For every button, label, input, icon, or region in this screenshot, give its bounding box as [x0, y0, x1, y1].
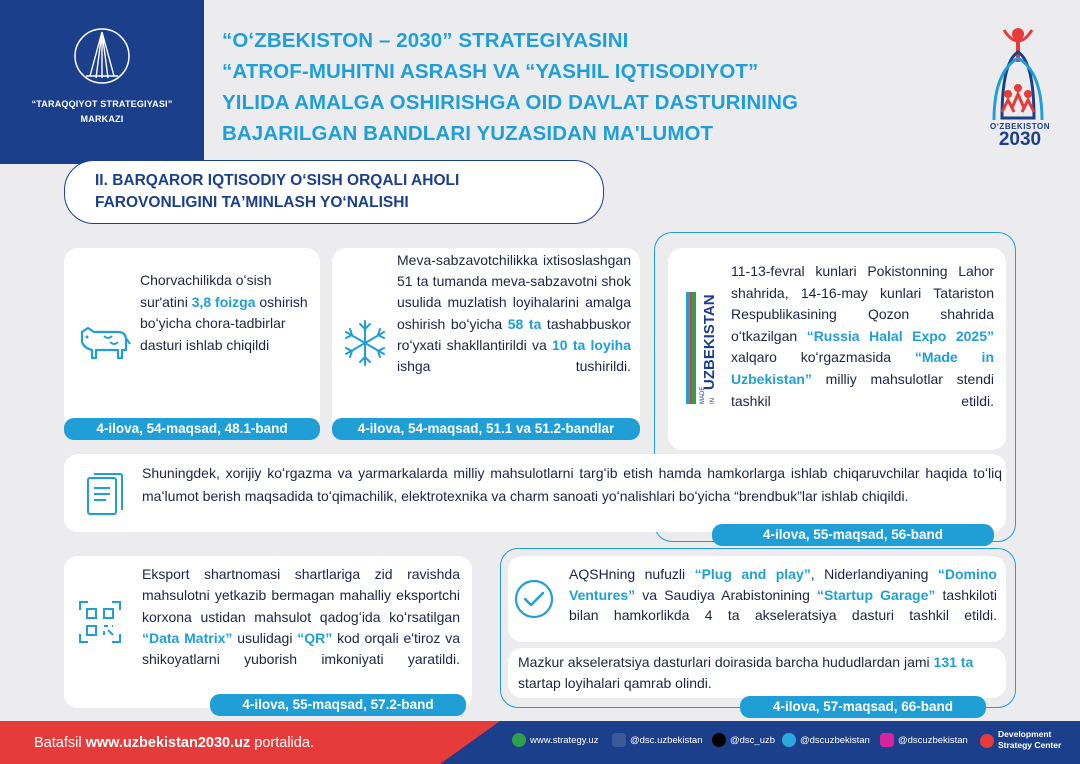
- social-website[interactable]: [512, 733, 598, 747]
- c3-highlight-made-in: “Made in Uzbekistan”: [731, 349, 994, 387]
- c6-highlight-domino: “Domino Ventures”: [569, 566, 997, 603]
- check-circle-icon: [513, 578, 555, 620]
- monument-logo-icon: [74, 26, 130, 86]
- logo-made-text: MADE: [700, 386, 706, 404]
- c1-text-1: Chorvachilikda oʻsish sur'atini: [140, 272, 272, 310]
- social-x-label: @dsc_uzb: [730, 734, 776, 746]
- c7-text-2: startap loyihalari qamrab olindi.: [518, 674, 712, 691]
- section-title-line2: FAROVONLIGINI TAʼMINLASH YOʻNALISHI: [95, 194, 409, 211]
- c6-text-4: tashkiloti bilan hamkorlikda 4 ta akseleratsiya dasturi tashkil etildi.: [569, 586, 998, 623]
- c5-text-3: kod orqali e'tiroz va shikoyatlarni yuborish imkoniyati yaratildi.: [142, 629, 460, 668]
- c6-highlight-startup-garage: “Startup Garage”: [817, 586, 936, 603]
- made-in-uzbekistan-logo-icon: [678, 290, 720, 406]
- c6-text-1: AQSHning nufuzli: [569, 566, 695, 582]
- footer-portal-text: [34, 735, 314, 751]
- social-instagram-label: @dscuzbekistan: [898, 734, 968, 746]
- strategy-center-logo: [0, 0, 204, 164]
- book-icon: [84, 472, 126, 518]
- facebook-icon: [612, 733, 626, 747]
- card-brandbook-badge: 4-ilova, 55-maqsad, 56-band: [712, 524, 994, 546]
- c2-text-3: ishga tushirildi.: [397, 358, 631, 375]
- portal-link[interactable]: www.uzbekistan2030.uz: [85, 735, 251, 751]
- c2-highlight-projects: 10 ta loyiha: [552, 336, 631, 353]
- emblem-line1: OʻZBEKISTON: [989, 122, 1051, 131]
- social-facebook[interactable]: [612, 733, 702, 747]
- page-title: [222, 25, 962, 149]
- dsc-line2: Strategy Center: [998, 740, 1062, 750]
- logo-text-line1: “TARAQQIYOT STRATEGIYASI”: [31, 99, 173, 109]
- qr-code-icon: [78, 600, 122, 644]
- c7-highlight-count: 131 ta: [933, 654, 974, 670]
- c3-text-3: milliy mahsulotlar stendi tashkil etildi.: [731, 370, 994, 409]
- c3-highlight-expo: “Russia Halal Expo 2025”: [806, 327, 994, 344]
- card-brandbook-text: Shuningdek, xorijiy koʻrgazma va yarmarkalarda milliy mahsulotlarni targʻib etish hamda hamkorlarga ishlab chiqaruvchilar haqida toʻliq maʻlumot berish maqsadida toʻqimachilik, elektrotexnika va charm sanoati yoʻnalishlari boʻyicha “brendbuk”lar ishlab chiqildi.: [142, 465, 1002, 504]
- social-instagram[interactable]: [880, 733, 968, 747]
- title-line-4: BAJARILGAN BANDLARI YUZASIDAN MA'LUMOT: [222, 122, 714, 145]
- c2-highlight-count: 58 ta: [507, 315, 542, 332]
- dsc-label: [998, 729, 1061, 751]
- emblem-line2: 2030: [998, 129, 1042, 150]
- logo-in-text: IN: [710, 398, 716, 404]
- footer-suffix: portalida.: [250, 735, 314, 751]
- social-telegram[interactable]: [782, 733, 870, 747]
- c7-text-1: Mazkur akseleratsiya dasturlari doirasida barcha hududlardan jami: [518, 654, 934, 670]
- c5-highlight-data-matrix: “Data Matrix”: [142, 629, 233, 646]
- c6-text-2: , Niderlandiyaning: [810, 566, 938, 582]
- footer-prefix: Batafsil: [34, 735, 86, 751]
- section-title-line1: II. BARQAROR IQTISODIY OʻSISH ORQALI AHOLI: [95, 172, 460, 189]
- emblem-label: [980, 122, 1060, 149]
- card-startups-text: [518, 652, 1002, 693]
- c2-text-1: Meva-sabzavotchilikka ixtisoslashgan 51 ta tumanda meva-sabzavotni shok usulida muzlatish loyihalarini amalga oshirish boʻyicha: [397, 252, 631, 332]
- c5-highlight-qr: “QR”: [297, 629, 333, 646]
- instagram-icon: [880, 733, 894, 747]
- c3-text-2: xalqaro koʻrgazmasida: [731, 349, 915, 366]
- c1-text-2: oshirish boʻyicha chora-tadbirlar dasturi ishlab chiqildi: [140, 293, 308, 353]
- c5-text-2: usulidagi: [232, 629, 298, 646]
- snowflake-icon: [340, 318, 390, 368]
- social-facebook-label: @dsc.uzbekistan: [630, 734, 703, 746]
- social-telegram-label: @dscuzbekistan: [800, 734, 870, 746]
- section-title: [64, 160, 604, 224]
- card-export-badge: 4-ilova, 55-maqsad, 57.2-band: [210, 694, 466, 716]
- globe-icon: [512, 733, 526, 747]
- card-livestock-text: [140, 270, 310, 356]
- c3-text-1: 11-13-fevral kunlari Pokistonning Lahor shahrida, 14-16-may kunlari Tatariston Respublikasining Qozon shahrida oʻtkazilgan: [731, 263, 994, 344]
- logo-text-line2: MARKAZI: [80, 114, 124, 124]
- c2-text-2: tashabbuskor roʻyxati shakllantirildi va: [397, 315, 631, 353]
- card-export-text: [142, 564, 460, 670]
- card-startups-badge: 4-ilova, 57-maqsad, 66-band: [740, 696, 986, 718]
- card-expo-text: [731, 261, 994, 412]
- card-livestock-badge: 4-ilova, 54-maqsad, 48.1-band: [64, 418, 320, 440]
- social-website-label: www.strategy.uz: [530, 734, 599, 746]
- cow-icon: [76, 318, 132, 362]
- c6-text-3: va Saudiya Arabistonining: [635, 586, 818, 603]
- c6-highlight-plug-play: “Plug and play”: [694, 566, 811, 582]
- c1-highlight-percent: 3,8 foizga: [191, 293, 256, 310]
- logo-uzbekistan-text: UZBEKISTAN: [701, 294, 718, 390]
- c5-text-1: Eksport shartnomasi shartlariga zid ravishda mahsulotni yetkazib bermagan mahalliy eksportchi korxona ustidan mahsulot qadogʻida koʻrsatilgan: [142, 566, 460, 625]
- card-accelerator-text: [569, 564, 997, 626]
- x-icon: [712, 733, 726, 747]
- card-fruit-text: [397, 250, 631, 377]
- dsc-line1: Development: [998, 729, 1052, 739]
- title-line-3: YILIDA AMALGA OSHIRISHGA OID DAVLAT DASTURINING: [222, 91, 799, 114]
- social-x[interactable]: [712, 733, 775, 747]
- card-fruit-badge: 4-ilova, 54-maqsad, 51.1 va 51.2-bandlar: [332, 418, 640, 440]
- dsc-logo-icon: [980, 734, 994, 748]
- title-line-2: “ATROF-MUHITNI ASRASH VA “YASHIL IQTISODIYOT”: [222, 60, 759, 83]
- title-line-1: “OʻZBEKISTON – 2030” STRATEGIYASINI: [222, 29, 629, 52]
- telegram-icon: [782, 733, 796, 747]
